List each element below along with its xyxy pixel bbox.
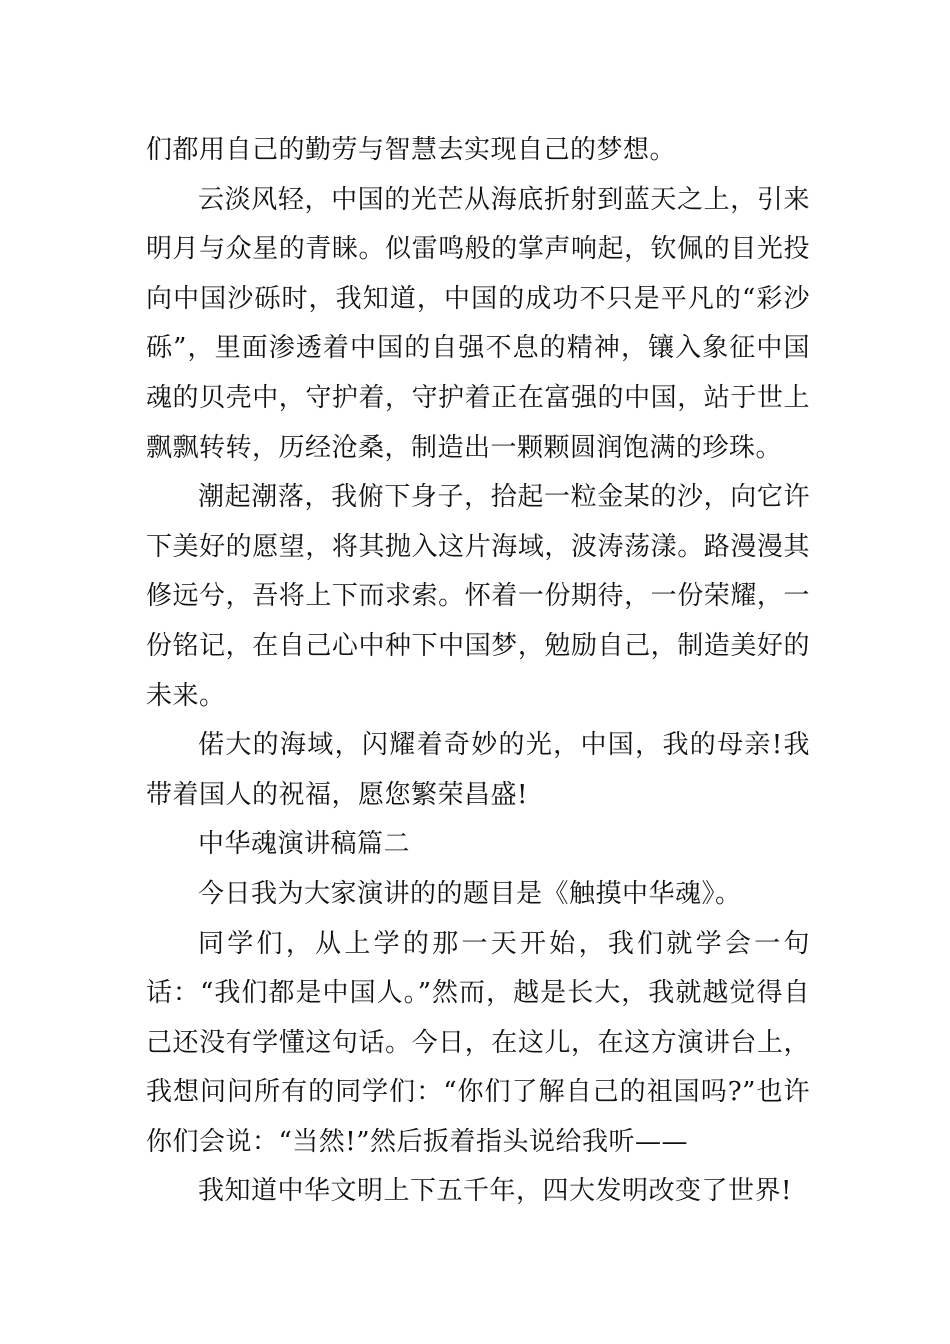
paragraph-continued: 们都用自己的勤劳与智慧去实现自己的梦想。 bbox=[146, 135, 677, 165]
document-body bbox=[146, 126, 810, 1217]
paragraph: 云淡风轻，中国的光芒从海底折射到蓝天之上，引来明月与众星的青睐。似雷鸣般的掌声响起，钦佩的目光投向中国沙砾时，我知道，中国的成功不只是平凡的“彩沙砾”，里面渗透着中国的自强不息的精神，镶入象征中国魂的贝壳中，守护着，守护着正在富强的中国，站于世上飘飘转转，历经沧桑，制造出一颗颗圆润饱满的珍珠。 bbox=[146, 184, 810, 463]
paragraph: 同学们，从上学的那一天开始，我们就学会一句话：“我们都是中国人。”然而，越是长大，我就越觉得自己还没有学懂这句话。今日，在这儿，在这方演讲台上，我想问问所有的同学们：“你们了解自己的祖国吗?”也许你们会说：“当然!”然后扳着指头说给我听—— bbox=[146, 928, 810, 1157]
section-heading: 中华魂演讲稿篇二 bbox=[198, 829, 411, 860]
paragraph: 我知道中华文明上下五千年，四大发明改变了世界! bbox=[198, 1176, 792, 1207]
paragraph: 潮起潮落，我俯下身子，拾起一粒金某的沙，向它许下美好的愿望，将其抛入这片海域，波涛荡漾。路漫漫其修远兮，吾将上下而求索。怀着一份期待，一份荣耀，一份铭记，在自己心中种下中国梦，勉励自己，制造美好的未来。 bbox=[146, 482, 810, 711]
paragraph: 偌大的海域，闪耀着奇妙的光，中国，我的母亲!我带着国人的祝福，愿您繁荣昌盛! bbox=[146, 730, 810, 810]
paragraph: 今日我为大家演讲的的题目是《触摸中华魂》。 bbox=[198, 878, 742, 909]
